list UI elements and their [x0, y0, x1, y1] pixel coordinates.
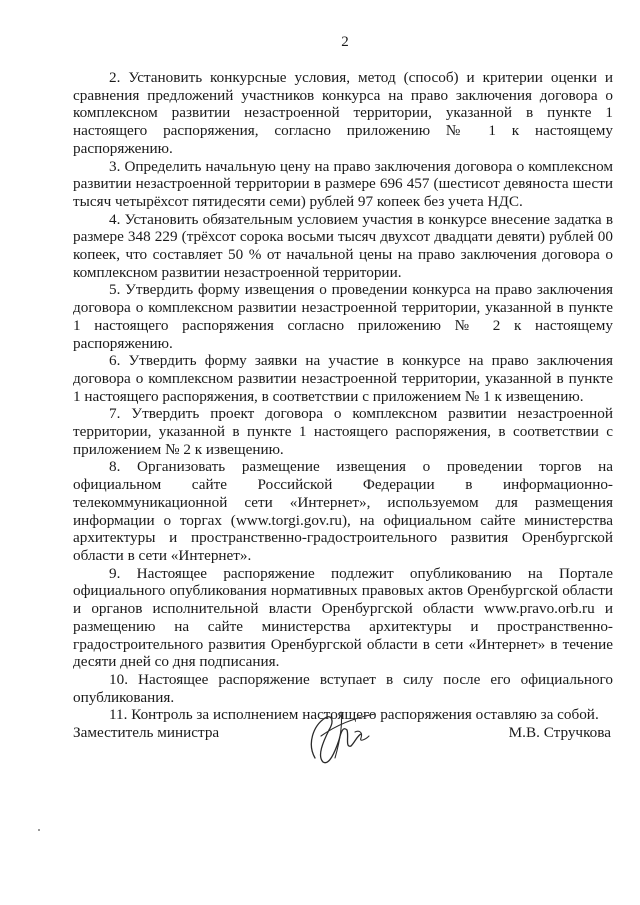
handwritten-signature	[295, 696, 385, 776]
signatory-name: М.В. Стручкова	[508, 724, 611, 741]
paragraph-11: 11. Контроль за исполнением настоящего распоряжения оставляю за собой.	[109, 706, 599, 724]
paragraph-9: 9. Настоящее распоряжение подлежит опубликованию на Портале официального опубликования нормативных правовых актов Оренбургской области и органов исполнительной власти Оренбургской области www.pravo.orb.ru и размещению на сайте министерства архитектуры и пространственно-градостроительного развития Оренбургской области в сети «Интернет» в течение десяти дней со дня подписания.	[73, 564, 613, 671]
paragraph-10: 10. Настоящее распоряжение вступает в силу после его официального опубликования.	[73, 670, 613, 706]
document-body	[73, 69, 613, 724]
signatory-title: Заместитель министра	[73, 724, 220, 741]
paragraph-6: 6. Утвердить форму заявки на участие в конкурсе на право заключения договора о комплексном развитии незастроенной территории, указанной в пункте 1 настоящего распоряжения, в соответствии с приложением № 1 к извещению.	[73, 352, 613, 405]
paragraph-7: 7. Утвердить проект договора о комплексном развитии незастроенной территории, указанной в пункте 1 настоящего распоряжения, в соответствии с приложением № 2 к извещению.	[73, 405, 613, 458]
paragraph-3: 3. Определить начальную цену на право заключения договора о комплексном развитии незастроенной территории в размере 696 457 (шестисот девяноста шести тысяч четырёхсот пятидесяти семи) рублей 97 копеек без учета НДС.	[73, 157, 613, 210]
paragraph-5: 5. Утвердить форму извещения о проведении конкурса на право заключения договора о комплексном развитии незастроенной территории, указанной в пункте 1 настоящего распоряжения согласно приложению № 2 к настоящему распоряжению.	[73, 281, 613, 352]
paragraph-4: 4. Установить обязательным условием участия в конкурсе внесение задатка в размере 348 229 (трёхсот сорока восьми тысяч двухсот двадцати девяти) рублей 00 копеек, что составляет 50 % от начальной цены на право заключения договора о комплексном развитии незастроенной территории.	[73, 210, 613, 281]
page-number: 2	[341, 34, 349, 50]
paragraph-8: 8. Организовать размещение извещения о проведении торгов на официальном сайте Российской Федерации в информационно-телекоммуникационной сети «Интернет», используемом для размещения информации о торгах (www.torgi.gov.ru), на официальном сайте министерства архитектуры и пространственно-градостроительного развития Оренбургской области в сети «Интернет».	[73, 458, 613, 564]
scan-speck	[38, 829, 40, 831]
paragraph-2: 2. Установить конкурсные условия, метод (способ) и критерии оценки и сравнения предложений участников конкурса на право заключения договора о комплексном развитии незастроенной территории, указанной в пункте 1 настоящего распоряжения, согласно приложению № 1 к настоящему распоряжению.	[73, 69, 613, 157]
